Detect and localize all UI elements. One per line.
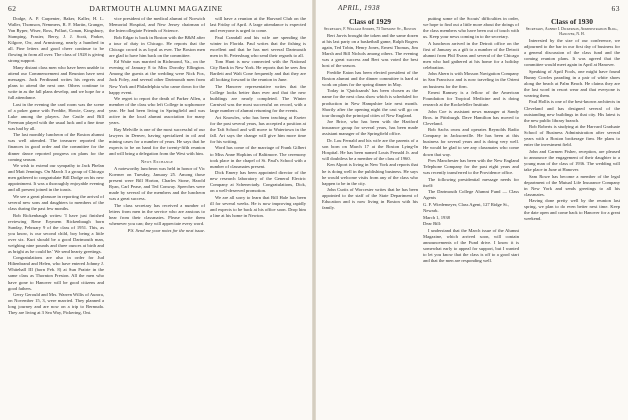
paragraph: Today in 'Quicksands' has been chosen as the name for the next class show which is scheduled for production in New Hampshire late next month. Shortly after the opening night the cast will go on tour through the principal cities of New England. — [322, 88, 418, 118]
paragraph: Paul Crandall and his wife are spending the winter in Florida. Paul writes that the fishing is excellent and that he has met several Dartmouth men in St. Petersburg who send their regards to all. — [210, 34, 306, 58]
left-column-2 — [109, 16, 205, 416]
paragraph: Joe Brice, who has been with the Hartford insurance group for several years, has been made assistant manager of the Springfield office. — [322, 119, 418, 137]
paragraph: Speaking of April Fools, one might have found Bunny Cowles parading in a pair of white shoes along the beach at Palm Beach. He claims they are the last word in resort wear and that everyone is wearing them. — [524, 68, 620, 98]
secretary-line: Secretary, F. William Andres, 73 Tremont St., Boston — [323, 27, 417, 31]
paragraph: We see a great pleasure in reporting the arrival of several new sons and daughters to members of the class during the past few months. — [8, 193, 104, 211]
paragraph: Ray Melville is one of the most successful of our lawyers in Denver, having specialized in oil and mining cases for a number of years. He says that he expects to be on hand for the twenty-fifth reunion and will bring a delegation from the West with him. — [109, 126, 205, 157]
left-column-3 — [210, 16, 306, 416]
right-column-1 — [322, 16, 418, 416]
paragraph: Ed Waite was married in Richmond, Va., on the evening of January 8 to Miss Dorothy Ellington. Among the guests at the wedding were Nick Fox, Jack Foley, and several other Dartmouth men from New York and Philadelphia who came down for the happy event. — [109, 59, 205, 95]
paragraph: Paul Hollis is one of the best-known architects in Cleveland and has designed several of the outstanding new buildings in that city. His latest is the new public library branch. — [524, 99, 620, 123]
class-heading: Class of 1930 — [550, 17, 594, 26]
paragraph: Bob Sachs owns and operates Reynolds Radio Company in Jacksonville. He has been at this business for several years and is doing very well. He would be glad to see any classmates who come down that way. — [423, 127, 519, 157]
section-heading: News Exchange — [140, 159, 174, 165]
paragraph: The last monthly luncheon of the Boston alumni was well attended. The treasurer reported the finances in good order and the committee for the dinner dance reported progress on plans for the coming season. — [8, 132, 104, 162]
paragraph: John Coe is assistant news manager at Sandy Bros. in Pittsburgh. Dave Hamilton has moved to Cleveland. — [423, 108, 519, 126]
page-number: 62 — [8, 4, 17, 13]
paragraph: putting some of the Scouts' difficulties in order, we hope to find out a little more about the doings of the class members who have been out of touch with us. Keep your news coming in to the secretary. — [423, 16, 519, 40]
paragraph: Gerry Gerould and Mrs. Warren Willis of Aurora, on November 15, 3, were married. They planned a long journey and are now on a trip to Bermuda. They are living at 3 Sea Way, Pickering, Ont. — [8, 292, 104, 316]
paragraph: Dodge, A. P. Carpenter, Baker, Kaller, H. L. Waller, Thomson, Nemmers, R. F. Martin, Granger, Van Ryper, Wiser, Ross, Pollart, Conan, Kingsbury, Stamping, Frasier, Berry, J. J. Scott, Parker, Kilgore, Orr, and Armstrong, nearly a hundred in all. Fine letters and good cheer continue to be flowing in from all over. The class of 1928 is giving strong support. — [8, 16, 104, 64]
letter-line: Dear Bill: — [423, 221, 442, 227]
letter-line: March 1, 1938 — [423, 214, 450, 220]
right-page-header — [324, 4, 620, 16]
paragraph: The Hanover representative writes that the College looks better than ever and that the new buildings are nearly completed. The Winter Carnival was the most successful on record, with a large number of alumni returning for the events. — [210, 84, 306, 114]
page-number: 63 — [611, 4, 620, 13]
paragraph: will have a reunion at the Harvard Club on the last Friday of April. A large attendance is expected and everyone is urged to come. — [210, 16, 306, 34]
paragraph: Bob Rickenbaugh writes: 'I have just finished reviewing Rene Erymem Rickenbaugh born Sunday, February 9 of the class of 1951. This, as you know, is our second child, boy being a little over six. Kurt should be a good Dartmouth man, weighing nine pounds and three ounces at birth and as bright as he could be.' We send hearty greetings. — [8, 212, 104, 254]
left-page-header — [8, 4, 304, 16]
paragraph: Tom Hunt is now connected with the National City Bank in New York. He reports that he sees Jim Bartlett and Walt Cone frequently and that they are all looking forward to the reunion in June. — [210, 59, 306, 83]
paragraph: Sam Rowe has become a member of the legal department of the Mutual Life Insurance Company in New York and sends greetings to all his classmates. — [524, 173, 620, 197]
paragraph: Ernest Ramsey is a fellow of the American Foundation for Tropical Medicine and is doing research at the Rockefeller Institute. — [423, 90, 519, 108]
paragraph: Having done pretty well by the reunion last spring, we plan to do even better next time. Keep the date open and come back to Hanover for a great weekend. — [524, 198, 620, 222]
left-page — [0, 0, 312, 420]
paragraph: John Ahern is with Mosson Navigation Company in San Francisco and is now traveling in the Orient on business for the firm. — [423, 71, 519, 89]
right-page — [316, 0, 628, 420]
paragraph: Bob Roberts is studying at the Harvard Graduate School of Business Administration after several years with a Boston brokerage firm. He plans to enter the investment field. — [524, 124, 620, 148]
paragraph: John and Carmen Fisher, reception, are pleased to announce the engagement of their daughter to a young man of the class of 1936. The wedding will take place in June at Hanover. — [524, 148, 620, 172]
paragraph: The Dartmouth College Alumni Fund — Class Agents — [423, 189, 519, 201]
paragraph: Bert Jarvis brought the token and the same dozen at his last party on a basketball game, Ralph Rogers again, Ted Tobin, Henry Jones, Ernest Thomas, Jim Marsh and Bill Nichols among others. The evening was a great success and Bert was voted the best host of the season. — [322, 33, 418, 69]
paragraph: Interested by the size of our conference, we adjourned to the bar in our first day of business for a general discussion of the class fund and the coming reunion plans. It was agreed that the committee would meet again in April at Hanover. — [524, 38, 620, 68]
right-column-2 — [423, 16, 519, 416]
secretary-line: Secretary, Albert I. Dickerson, Administration Bldg., Hanover, N. H. — [525, 27, 619, 36]
running-title: DARTMOUTH ALUMNI MAGAZINE — [89, 4, 223, 13]
paragraph: Last in the evening the card room was the scene of a poker game with Freddie, Howie, Casey, and Luke among the players. Joe Castle and Bill Freeman played with the usual luck and a fine time was had by all. — [8, 101, 104, 131]
paragraph: Ken Alport is living in New York and reports that he is doing well in the publishing business. He says he would welcome visits from any of the class who happen to be in the city. — [322, 162, 418, 186]
paragraph: We regret to report the death of Parker Allen, a member of the class who left College in sophomore year. He had been living in Springfield and was active in the local alumni association for many years. — [109, 96, 205, 126]
paragraph: John Curtis of Worcester writes that he has been appointed to the staff of the State Department of Education and is now living in Boston with his family. — [322, 187, 418, 211]
letter-line: G. F. Wiedemeyer, Class Agent, 127 Ridge St., Newark. — [423, 201, 510, 213]
signature-line: P.S. Send me your notes for the next issue. — [127, 227, 205, 233]
paragraph: Bob Edgar is back in Boston with the B&M after a tour of duty in Chicago. He reports that the Chicago crowd is as loyal as ever. The Boston men are glad to have him back on the committee. — [109, 34, 205, 58]
paragraph: A noteworthy luncheon was held in honor of Vic Koerner on Tuesday, January 25. Among those present were Bill Horton, Charles Stone, Harold Ryan, Carl Pease, and Ted Conway. Speeches were made by several of the members and the luncheon was a great success. — [109, 166, 205, 202]
paragraph: Dr. Lou Fernald and his wife are the parents of a son born on March 17 at the Boston Lying-In Hospital. He has been named Louis Fernald Jr. and will doubtless be a member of the class of 1960. — [322, 137, 418, 161]
paragraph: Dick Emery has been appointed director of the new research laboratory of the General Electric Company at Schenectady. Congratulations, Dick, on a well-deserved promotion. — [210, 170, 306, 194]
date-line: APRIL, 1938 — [338, 4, 381, 12]
paragraph: Word has come of the marriage of Frank Gilbert to Miss Anne Hopkins of Baltimore. The ceremony took place in the chapel of St. Paul's School with a number of classmates present. — [210, 145, 306, 169]
paragraph: We are all sorry to learn that Bill Hale has been ill for several weeks. He is now improving rapidly and expects to be back at his office soon. Drop him a line at his home in Newton. — [210, 194, 306, 218]
paragraph: Art Knowles, who has been teaching at Exeter for the past several years, has accepted a position at the Taft School and will move to Watertown in the fall. Art says the change will give him more time for his writing. — [210, 114, 306, 144]
left-column-1 — [8, 16, 104, 416]
paragraph: vice president of the medical alumni of Norwich Memorial Hospital, and New Jersey chairman of the Intercollegiate Friends of Science. — [109, 16, 205, 34]
class-heading: Class of 1929 — [348, 17, 392, 26]
paragraph: Congratulations are also in order for Jud Hiltenbrand and Helen, who have entered Johnny J. Whitehall III (born Feb. 8) at Sun Prairie in the same class as Thornton Freston. All the men who have gone to Hanover will be good citizens and good fathers. — [8, 255, 104, 291]
paragraph: Freddie Eaton has been elected president of the Boston alumni and the dinner committee is hard at work on plans for the spring dinner in May. — [322, 69, 418, 87]
paragraph: I understand that the March issue of the Alumni Magazine, which arrived soon, will contain announcements of the Fund drive. I know it is somewhat early to appeal for support, but I wanted to let you know that the class is off to a good start and that the men are responding well. — [423, 227, 519, 263]
paragraph: We wish to extend our sympathy to Jack Phelan and Matt Jennings. On March 3 a group of Chicago men gathered to congratulate Bill Dodge on his new appointment. It was a thoroughly enjoyable evening and all present joined in the toasts. — [8, 163, 104, 193]
paragraph: Pres Manchester has been with the New England Telephone Company for the past eight years and was recently transferred to the Providence office. — [423, 158, 519, 176]
right-column-3 — [524, 16, 620, 416]
paragraph: The following presidential message needs for itself: — [423, 176, 519, 188]
paragraph: The class secretary has received a number of letters from men in the service who are anxious to hear from their classmates. Please write them whenever you can; they will appreciate every word. — [109, 202, 205, 227]
paragraph: Many distant class men who have been unable to attend our Commencement and Reunion have sent messages. Jack Ferdinand writes his regrets and plans to attend the next one. Others continue to write in as the fall plans develop, and we hope for a full attendance. — [8, 64, 104, 101]
paragraph: A luncheon arrived in the Detroit office on the first of January as a gift to a number of the Detroit alumni from Phil Evans and several of the Chicago men who had gathered at his home for a holiday celebration. — [423, 40, 519, 70]
